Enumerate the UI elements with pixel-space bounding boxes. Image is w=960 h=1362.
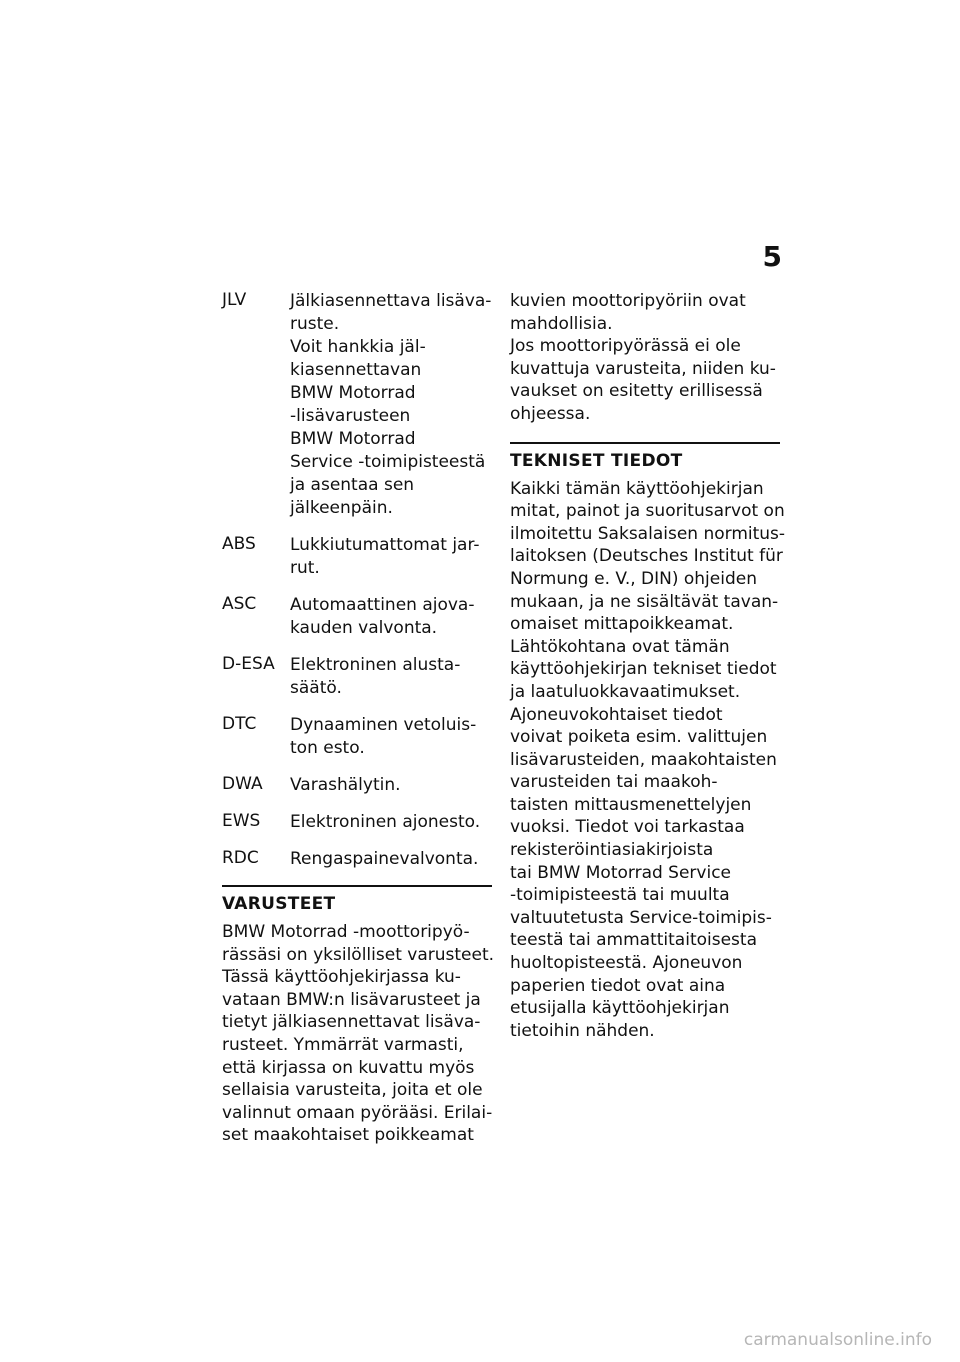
abbreviation-row bbox=[222, 848, 492, 871]
text-line: ja laatuluokkavaatimukset. bbox=[510, 681, 741, 702]
text-line: ohjeessa. bbox=[510, 403, 591, 424]
text-line: omaiset mittapoikkeamat. bbox=[510, 614, 734, 635]
abbreviation-key: D-ESA bbox=[222, 654, 275, 674]
text-line: rekisteröintiasiakirjoista bbox=[510, 840, 714, 861]
text-line: tai BMW Motorrad Service bbox=[510, 862, 732, 883]
abbreviation-row bbox=[222, 811, 492, 834]
text-line: Kaikki tämän käyttöohjekirjan bbox=[510, 478, 764, 499]
text-line: käyttöohjekirjan tekniset tiedot bbox=[510, 659, 777, 680]
definition-line: säätö. bbox=[290, 678, 342, 698]
text-line: varusteiden tai maakoh- bbox=[510, 772, 718, 793]
abbreviation-row bbox=[222, 654, 492, 700]
abbreviation-definition bbox=[290, 534, 492, 580]
varusteet-body bbox=[222, 921, 495, 1147]
definition-line: Service -toimipisteestä bbox=[290, 452, 486, 472]
text-line: -toimipisteestä tai muulta bbox=[510, 885, 730, 906]
text-line: paperien tiedot ovat aina bbox=[510, 975, 726, 996]
text-line: set maakohtaiset poikkeamat bbox=[222, 1125, 474, 1146]
text-line: vaukset on esitetty erillisessä bbox=[510, 381, 763, 402]
abbreviation-row bbox=[222, 534, 492, 580]
text-line: valtuutetusta Service-toimipis- bbox=[510, 907, 772, 928]
definition-line: rut. bbox=[290, 558, 320, 578]
text-line: vuoksi. Tiedot voi tarkastaa bbox=[510, 817, 745, 838]
definition-line: BMW Motorrad bbox=[290, 429, 416, 449]
definition-line: ton esto. bbox=[290, 738, 365, 758]
definition-line: Lukkiutumattomat jar- bbox=[290, 535, 480, 555]
definition-line: Jälkiasennettava lisäva- bbox=[290, 291, 492, 311]
abbreviation-key: DWA bbox=[222, 774, 263, 794]
right-column bbox=[510, 290, 786, 1042]
abbreviation-key: RDC bbox=[222, 848, 259, 868]
abbreviation-definition bbox=[290, 848, 492, 871]
definition-line: ruste. bbox=[290, 314, 340, 334]
text-line: rässäsi on yksilölliset varusteet. bbox=[222, 944, 495, 965]
definition-line: Rengaspainevalvonta. bbox=[290, 849, 479, 869]
abbreviation-definition bbox=[290, 594, 492, 640]
abbreviation-definition bbox=[290, 811, 492, 834]
abbreviation-key: ASC bbox=[222, 594, 257, 614]
text-line: BMW Motorrad -moottoripyö- bbox=[222, 922, 470, 942]
text-line: että kirjassa on kuvattu myös bbox=[222, 1057, 475, 1078]
definition-line: Voit hankkia jäl- bbox=[290, 337, 426, 357]
abbreviation-definition bbox=[290, 290, 492, 520]
equipment-continuation bbox=[510, 290, 780, 426]
abbreviation-key: JLV bbox=[222, 290, 247, 310]
text-line: laitoksen (Deutsches Institut für bbox=[510, 546, 783, 567]
text-line: Lähtökohtana ovat tämän bbox=[510, 636, 730, 657]
text-line: vataan BMW:n lisävarusteet ja bbox=[222, 989, 481, 1010]
section-divider bbox=[222, 885, 492, 887]
abbreviation-key: EWS bbox=[222, 811, 261, 831]
definition-line: Elektroninen alusta- bbox=[290, 655, 461, 675]
text-line: kuvattuja varusteita, niiden ku- bbox=[510, 358, 776, 379]
text-line: teestä tai ammattitaitoisesta bbox=[510, 930, 757, 951]
abbreviation-definition bbox=[290, 714, 492, 760]
text-line: Tässä käyttöohjekirjassa ku- bbox=[222, 967, 461, 988]
tekniset-section bbox=[510, 442, 786, 1043]
text-line: mahdollisia. bbox=[510, 313, 613, 334]
text-line: ilmoitettu Saksalaisen normitus- bbox=[510, 523, 786, 544]
varusteet-section bbox=[222, 885, 495, 1147]
text-line: kuvien moottoripyöriin ovat bbox=[510, 291, 746, 311]
text-line: voivat poiketa esim. valittujen bbox=[510, 727, 768, 748]
abbreviation-list bbox=[222, 290, 492, 871]
text-line: rusteet. Ymmärrät varmasti, bbox=[222, 1034, 464, 1055]
page-number: 5 bbox=[762, 240, 782, 273]
definition-line: Varashälytin. bbox=[290, 775, 401, 795]
abbreviation-row bbox=[222, 774, 492, 797]
definition-line: Automaattinen ajova- bbox=[290, 595, 475, 615]
text-line: Normung e. V., DIN) ohjeiden bbox=[510, 568, 757, 589]
text-line: sellaisia varusteita, joita et ole bbox=[222, 1080, 483, 1101]
abbreviation-row bbox=[222, 290, 492, 520]
left-column bbox=[222, 290, 495, 1147]
varusteet-heading: VARUSTEET bbox=[222, 894, 336, 914]
abbreviation-row bbox=[222, 594, 492, 640]
text-line: Ajoneuvokohtaiset tiedot bbox=[510, 704, 723, 725]
tekniset-body bbox=[510, 478, 786, 1043]
text-line: huoltopisteestä. Ajoneuvon bbox=[510, 953, 743, 974]
definition-line: jälkeenpäin. bbox=[290, 498, 393, 518]
abbreviation-key: DTC bbox=[222, 714, 257, 734]
abbreviation-definition bbox=[290, 774, 492, 797]
definition-line: kauden valvonta. bbox=[290, 618, 438, 638]
text-line: mitat, painot ja suoritusarvot on bbox=[510, 501, 785, 522]
abbreviation-row bbox=[222, 714, 492, 760]
definition-line: ja asentaa sen bbox=[290, 475, 415, 495]
abbreviation-definition bbox=[290, 654, 492, 700]
text-line: mukaan, ja ne sisältävät tavan- bbox=[510, 591, 779, 612]
definition-line: Elektroninen ajonesto. bbox=[290, 812, 481, 832]
definition-line: Dynaaminen vetoluis- bbox=[290, 715, 477, 735]
text-line: Jos moottoripyörässä ei ole bbox=[510, 336, 741, 357]
section-divider bbox=[510, 442, 780, 444]
text-line: lisävarusteiden, maakohtaisten bbox=[510, 749, 777, 770]
text-line: taisten mittausmenettelyjen bbox=[510, 794, 752, 815]
definition-line: -lisävarusteen bbox=[290, 406, 411, 426]
tekniset-heading: TEKNISET TIEDOT bbox=[510, 450, 683, 471]
text-line: etusijalla käyttöohjekirjan bbox=[510, 998, 730, 1019]
text-line: valinnut omaan pyörääsi. Erilai- bbox=[222, 1102, 493, 1123]
abbreviation-key: ABS bbox=[222, 534, 256, 554]
text-line: tietyt jälkiasennettavat lisäva- bbox=[222, 1012, 481, 1033]
definition-line: BMW Motorrad bbox=[290, 383, 416, 403]
text-line: tietoihin nähden. bbox=[510, 1020, 655, 1041]
watermark: carmanualsonline.info bbox=[743, 1330, 932, 1350]
definition-line: kiasennettavan bbox=[290, 360, 422, 380]
